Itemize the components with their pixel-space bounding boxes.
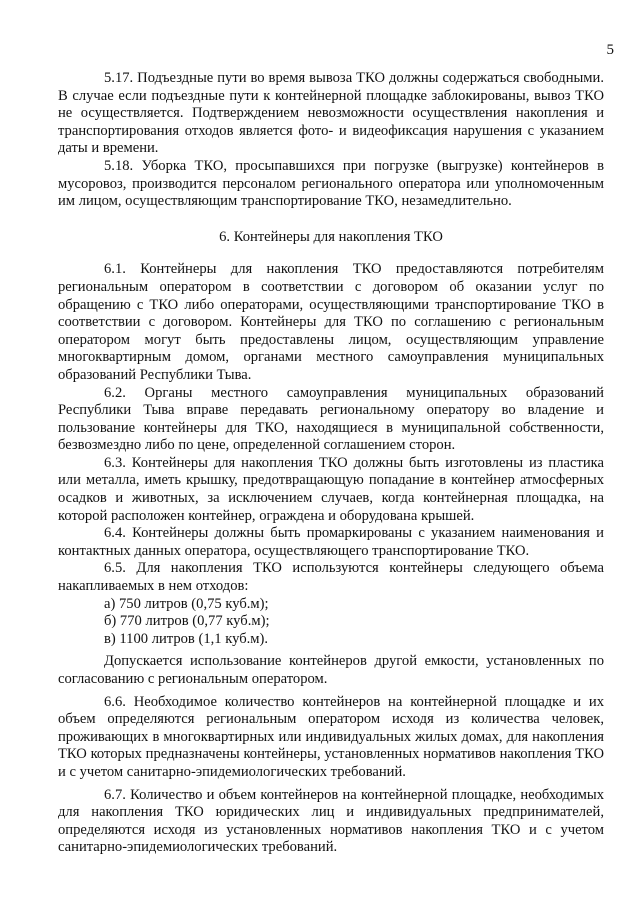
paragraph-5-18: 5.18. Уборка ТКО, просыпавшихся при погрузке (выгрузке) контейнеров в мусоровоз, производится персоналом регионального оператора или уполномоченным им лицом, осуществляющим транспортирование ТКО, незамедлительно.	[58, 157, 604, 210]
paragraph-6-6: 6.6. Необходимое количество контейнеров на контейнерной площадке и их объем определяются региональным оператором исходя из количества человек, проживающих в многоквартирных или индивидуальных жилых домах, для накопления ТКО которых предназначены контейнеры, установленных нормативов накопления ТКО и с учетом санитарно-эпидемиологических требований.	[58, 693, 604, 780]
paragraph-6-5: 6.5. Для накопления ТКО используются контейнеры следующего объема накапливаемых в нем отходов:	[58, 560, 604, 595]
paragraph-6-2: 6.2. Органы местного самоуправления муниципальных образований Республики Тыва вправе передавать региональному оператору во владение и пользование контейнеры для ТКО, находящиеся в муниципальной собственности, безвозмездно либо по цене, определенной соглашением сторон.	[58, 384, 604, 454]
volume-item-b: б) 770 литров (0,77 куб.м);	[104, 613, 270, 630]
paragraph-5-17: 5.17. Подъездные пути во время вывоза ТКО должны содержаться свободными. В случае если подъездные пути к контейнерной площадке заблокированы, вывоз ТКО не осуществляется. Подтверждением невозможности осуществления накопления и транспортирования отходов является фото- и видеофиксация нарушения с указанием даты и времени.	[58, 70, 604, 157]
volume-item-a: а) 750 литров (0,75 куб.м);	[104, 595, 269, 612]
paragraph-6-7: 6.7. Количество и объем контейнеров на контейнерной площадке, необходимых для накопления ТКО юридических лиц и индивидуальных предпринимателей, определяются исходя из установленных нормативов накопления ТКО и с учетом санитарно-эпидемиологических требований.	[58, 786, 604, 856]
section-heading: 6. Контейнеры для накопления ТКО	[219, 228, 443, 245]
document-body	[58, 70, 604, 857]
paragraph-6-1: 6.1. Контейнеры для накопления ТКО предоставляются потребителям региональным оператором в соответствии с договором об оказании услуг по обращению с ТКО либо операторами, осуществляющими транспортирование ТКО в соответствии с договором. Контейнеры для ТКО по соглашению с региональным оператором могут быть предоставлены лицом, осуществляющим управление многоквартирным домом, органами местного самоуправления муниципальных образований Республики Тыва.	[58, 261, 604, 383]
paragraph-other-capacity: Допускается использование контейнеров другой емкости, установленных по согласованию с региональным оператором.	[58, 653, 604, 687]
paragraph-6-4: 6.4. Контейнеры должны быть промаркированы с указанием наименования и контактных данных оператора, осуществляющего транспортирование ТКО.	[58, 525, 604, 559]
page-number: 5	[606, 42, 614, 58]
paragraph-6-3: 6.3. Контейнеры для накопления ТКО должны быть изготовлены из пластика или металла, иметь крышку, предотвращающую попадание в контейнер атмосферных осадков и животных, за исключением случаев, когда контейнерная площадка, на которой расположен контейнер, ограждена и оборудована крышей.	[58, 454, 604, 524]
volume-item-c: в) 1100 литров (1,1 куб.м).	[104, 630, 269, 647]
